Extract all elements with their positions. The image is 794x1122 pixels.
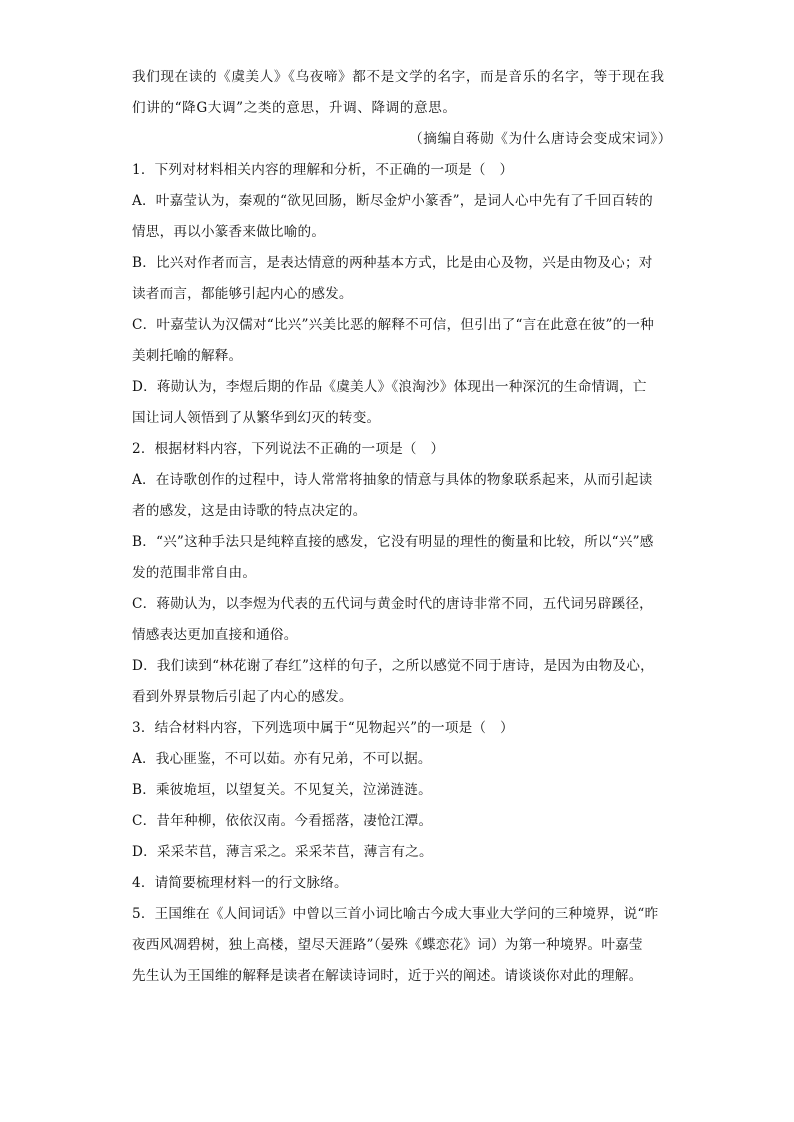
question-1-option-b: B．比兴对作者而言，是表达情意的两种基本方式，比是由心及物，兴是由物及心；对 xyxy=(132,255,653,271)
question-5-stem-cont-2: 先生认为王国维的解释是读者在解读诗词时，近于兴的阐述。请谈谈你对此的理解。 xyxy=(132,968,643,984)
question-2-option-d-cont: 看到外界景物后引起了内心的感发。 xyxy=(132,689,353,705)
question-1-option-a: A．叶嘉莹认为，秦观的“欲见回肠，断尽金炉小篆香”，是词人心中先有了千回百转的 xyxy=(132,193,653,209)
question-2-option-a: A．在诗歌创作的过程中，诗人常常将抽象的情意与具体的物象联系起来，从而引起读 xyxy=(132,472,653,488)
question-1-option-c: C．叶嘉莹认为汉儒对“比兴”兴美比恶的解释不可信，但引出了“言在此意在彼”的一种 xyxy=(132,317,654,333)
question-2-stem: 2．根据材料内容，下列说法不正确的一项是（ ） xyxy=(132,441,445,457)
intro-line-2: 们讲的“降G大调”之类的意思，升调、降调的意思。 xyxy=(132,100,457,116)
question-2-option-c: C．蒋勋认为，以李煜为代表的五代词与黄金时代的唐诗非常不同，五代词另辟蹊径， xyxy=(132,596,653,612)
question-1-option-c-cont: 美刺托喻的解释。 xyxy=(132,348,243,364)
question-4-stem: 4．请简要梳理材料一的行文脉络。 xyxy=(132,875,348,891)
question-1-stem: 1．下列对材料相关内容的理解和分析，不正确的一项是（ ） xyxy=(132,162,514,178)
question-2-option-a-cont: 者的感发，这是由诗歌的特点决定的。 xyxy=(132,503,367,519)
question-5-stem-cont-1: 夜西风凋碧树，独上高楼，望尽天涯路”（晏殊《蝶恋花》词）为第一种境界。叶嘉莹 xyxy=(132,937,643,953)
question-1-option-d: D．蒋勋认为，李煜后期的作品《虞美人》《浪淘沙》体现出一种深沉的生命情调，亡 xyxy=(132,379,647,395)
question-1-option-a-cont: 情思，再以小篆香来做比喻的。 xyxy=(132,224,326,240)
question-3-option-b: B．乘彼垝垣，以望复关。不见复关，泣涕涟涟。 xyxy=(132,782,432,798)
question-3-stem: 3．结合材料内容，下列选项中属于“见物起兴”的一项是（ ） xyxy=(132,720,514,736)
question-5-stem: 5．王国维在《人间词话》中曾以三首小词比喻古今成大事业大学问的三种境界，说“昨 xyxy=(132,906,659,922)
question-3-option-d: D．采采芣苢，薄言采之。采采芣苢，薄言有之。 xyxy=(132,844,433,860)
question-2-option-b: B．“兴”这种手法只是纯粹直接的感发，它没有明显的理性的衡量和比较，所以“兴”感 xyxy=(132,534,654,550)
question-2-option-b-cont: 发的范围非常自由。 xyxy=(132,565,257,581)
question-3-option-c: C．昔年种柳，依依汉南。今看摇落，凄怆江潭。 xyxy=(132,813,433,829)
question-1-option-d-cont: 国让词人领悟到了从繁华到幻灭的转变。 xyxy=(132,410,381,426)
question-1-option-b-cont: 读者而言，都能够引起内心的感发。 xyxy=(132,286,353,302)
question-3-option-a: A．我心匪鉴，不可以茹。亦有兄弟，不可以据。 xyxy=(132,751,432,767)
question-2-option-d: D．我们读到“林花谢了春红”这样的句子，之所以感觉不同于唐诗，是因为由物及心， xyxy=(132,658,654,674)
source-citation: （摘编自蒋勋《为什么唐诗会变成宋词》） xyxy=(409,131,672,147)
intro-line-1: 我们现在读的《虞美人》《乌夜啼》都不是文学的名字，而是音乐的名字，等于现在我 xyxy=(132,69,665,85)
question-2-option-c-cont: 情感表达更加直接和通俗。 xyxy=(132,627,298,643)
